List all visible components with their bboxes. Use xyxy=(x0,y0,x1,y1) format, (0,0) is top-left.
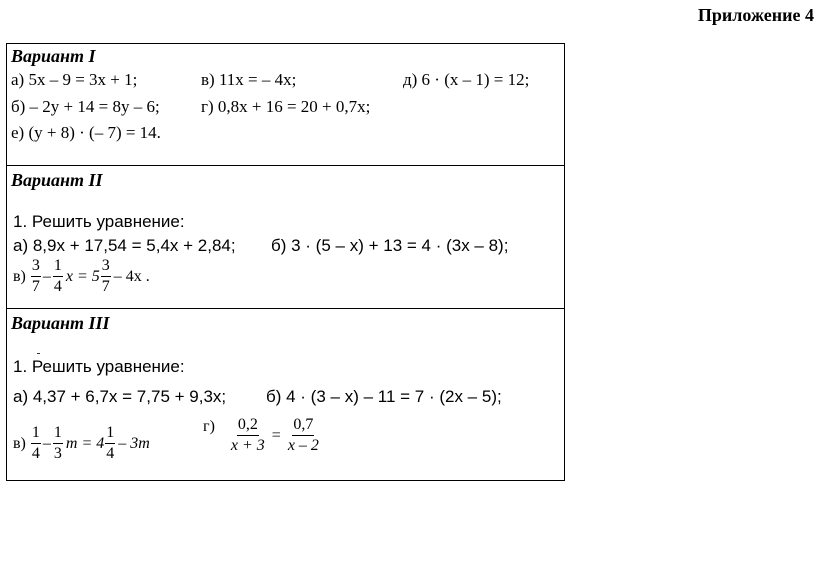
fraction: $\frac{1}{4}$ xyxy=(31,424,40,462)
fraction: $\frac{1}{3}$ xyxy=(53,424,62,462)
equation-2a: а) 8,9x + 17,54 = 5,4x + 2,84; xyxy=(13,236,236,255)
stray-mark xyxy=(37,353,40,354)
variant-2-task: 1. Решить уравнение: xyxy=(13,212,185,231)
variant-3-task: 1. Решить уравнение: xyxy=(13,357,185,376)
equation-3g-label: г) xyxy=(203,417,215,435)
equation-1g: г) 0,8x + 16 = 20 + 0,7x; xyxy=(201,97,371,116)
equation-3a: а) 4,37 + 6,7x = 7,75 + 9,3x; xyxy=(13,387,227,406)
variant-1-section xyxy=(7,44,564,165)
fraction: $\frac{3}{7}$ xyxy=(101,257,110,295)
equation-2v: в) $\frac{3}{7}$ – $\frac{1}{4}$ x = 5 $\frac{3}{7}$ – 4x . xyxy=(13,257,150,295)
equation-2v-label: в) xyxy=(13,267,26,285)
equation-1v: в) 11x = – 4x; xyxy=(201,70,297,89)
fraction: $\frac{0,7}{x - 2}$ xyxy=(287,416,319,454)
equation-1e: е) (y + 8) · (– 7) = 14. xyxy=(11,123,161,142)
fraction: $\frac{3}{7}$ xyxy=(31,257,40,295)
equation-3v: в) $\frac{1}{4}$ – $\frac{1}{3}$ m = 4 $\frac{1}{4}$ – 3m xyxy=(13,424,150,462)
appendix-label: Приложение 4 xyxy=(697,5,814,25)
fraction: $\frac{1}{4}$ xyxy=(53,257,62,295)
equation-2b: б) 3 · (5 – x) + 13 = 4 · (3x – 8); xyxy=(271,236,509,255)
equation-1a: а) 5x – 9 = 3x + 1; xyxy=(11,70,138,89)
variant-3-title: Вариант III xyxy=(11,313,110,333)
equation-1b: б) – 2y + 14 = 8y – 6; xyxy=(11,97,160,116)
equation-3b: б) 4 · (3 – x) – 11 = 7 · (2x – 5); xyxy=(266,387,502,406)
equation-3g: г) $\frac{0,2}{x + 3}$ = $\frac{0,7}{x - 2}$ xyxy=(203,416,319,454)
fraction: $\frac{1}{4}$ xyxy=(106,424,115,462)
equation-1d: д) 6 · (x – 1) = 12; xyxy=(403,70,530,89)
variant-1-title: Вариант I xyxy=(11,46,96,66)
fraction: $\frac{0,2}{x + 3}$ xyxy=(230,416,265,454)
variant-2-section xyxy=(7,165,564,309)
variant-3-section xyxy=(7,308,564,483)
variants-table xyxy=(6,43,565,481)
equation-3v-label: в) xyxy=(13,434,26,452)
variant-2-title: Вариант II xyxy=(11,170,103,190)
